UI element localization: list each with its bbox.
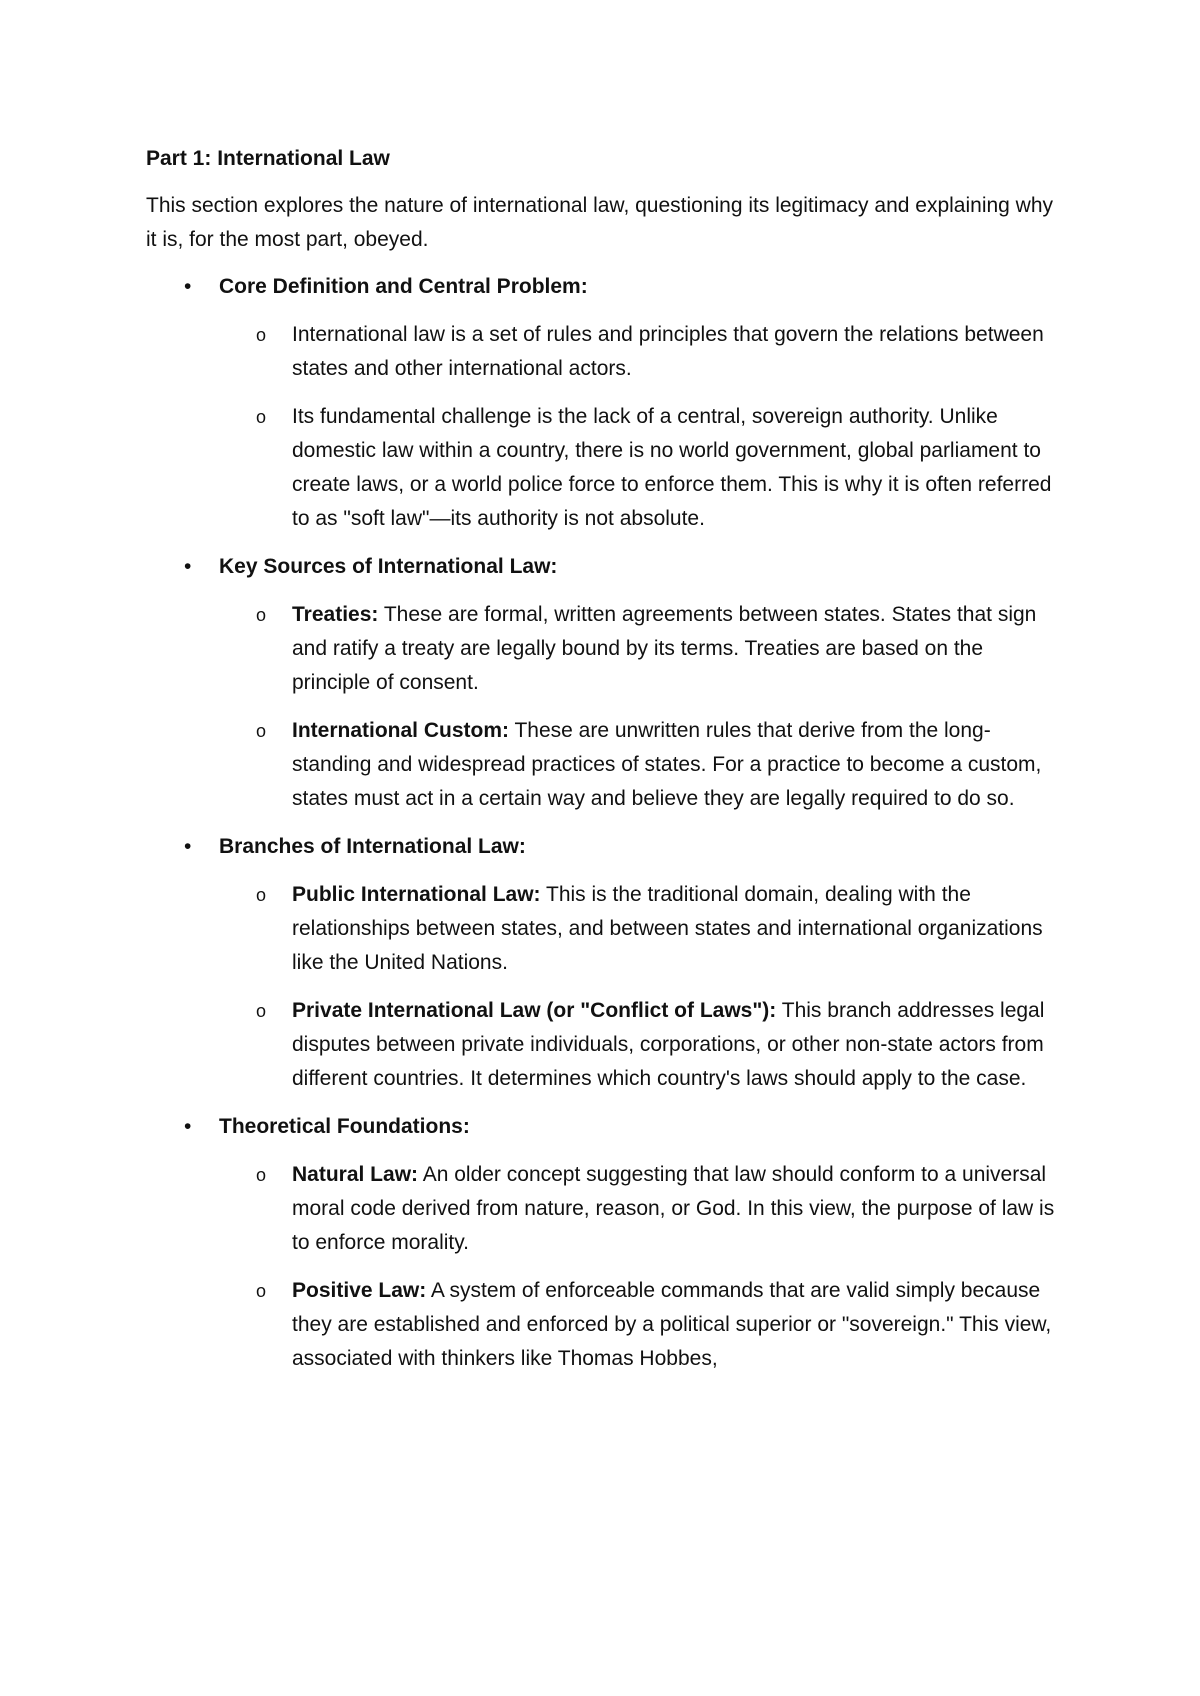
circle-bullet-icon: o (256, 325, 267, 345)
sub-item-text: An older concept suggesting that law should conform to a universal moral code derived from nature, reason, or God. In this view, the purpose of law is to enforce morality. (292, 1163, 1055, 1254)
bullet-icon: • (184, 1115, 192, 1138)
sub-item-lead: Natural Law: (292, 1163, 419, 1186)
sub-list-item (146, 714, 1066, 816)
sub-item-lead: Private International Law (or "Conflict of Laws"): (292, 999, 777, 1022)
circle-bullet-icon: o (256, 721, 267, 741)
sub-item-text: These are formal, written agreements between states. States that sign and ratify a treaty are legally bound by its terms. Treaties are based on the principle of consent. (292, 603, 1037, 694)
circle-bullet-icon: o (256, 1001, 267, 1021)
list-item (146, 830, 1066, 864)
sub-item-text: This branch addresses legal disputes between private individuals, corporations, or other non-state actors from different countries. It determines which country's laws should apply to the case. (292, 999, 1045, 1090)
list-item-title: Core Definition and Central Problem: (219, 275, 588, 298)
circle-bullet-icon: o (256, 407, 267, 427)
circle-bullet-icon: o (256, 885, 267, 905)
sub-item-lead: International Custom: (292, 719, 510, 742)
document-body (146, 142, 1066, 1390)
list-item-title: Key Sources of International Law: (219, 555, 558, 578)
sub-list-item (146, 1274, 1066, 1376)
sub-item-text: These are unwritten rules that derive from the long-standing and widespread practices of states. For a practice to become a custom, states must act in a certain way and believe they are legally required to do so. (292, 719, 1042, 810)
bullet-icon: • (184, 555, 192, 578)
sub-item-text: A system of enforceable commands that are valid simply because they are established and enforced by a political superior or "sovereign." This view, associated with thinkers like Thomas Hobbes, (292, 1279, 1052, 1370)
bullet-icon: • (184, 275, 192, 298)
circle-bullet-icon: o (256, 1165, 267, 1185)
list-item-title: Branches of International Law: (219, 835, 526, 858)
sub-item-text: Its fundamental challenge is the lack of a central, sovereign authority. Unlike domestic law within a country, there is no world government, global parliament to create laws, or a world police force to enforce them. This is why it is often referred to as "soft law"—its authority is not absolute. (292, 405, 1052, 530)
list-item (146, 1110, 1066, 1144)
list-item (146, 550, 1066, 584)
sub-item-text: International law is a set of rules and principles that govern the relations between states and other international actors. (292, 323, 1044, 380)
sub-item-lead: Positive Law: (292, 1279, 427, 1302)
section-heading: Part 1: International Law (146, 147, 390, 170)
sub-list-item (146, 400, 1066, 536)
intro-paragraph: This section explores the nature of international law, questioning its legitimacy and explaining why it is, for the most part, obeyed. (146, 194, 1054, 251)
sub-item-text: This is the traditional domain, dealing with the relationships between states, and between states and international organizations like the United Nations. (292, 883, 1043, 974)
sub-list-item (146, 318, 1066, 386)
sub-item-lead: Public International Law: (292, 883, 541, 906)
sub-list-item (146, 994, 1066, 1096)
sub-list-item (146, 1158, 1066, 1260)
list-item-title: Theoretical Foundations: (219, 1115, 470, 1138)
list-item (146, 270, 1066, 304)
circle-bullet-icon: o (256, 605, 267, 625)
sub-item-lead: Treaties: (292, 603, 379, 626)
circle-bullet-icon: o (256, 1281, 267, 1301)
sub-list-item (146, 878, 1066, 980)
sub-list-item (146, 598, 1066, 700)
bullet-icon: • (184, 835, 192, 858)
